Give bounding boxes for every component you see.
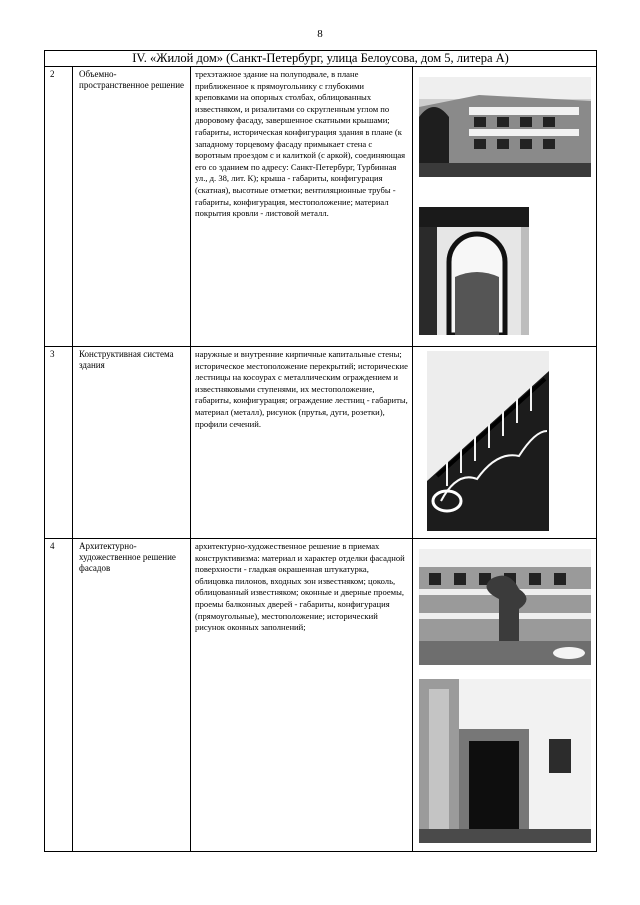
row-name: Объемно-пространственное решение	[73, 67, 191, 347]
row-description: архитектурно-художественное решение в приемах конструктивизма: материал и характер отделки фасадной поверхности - гладкая окрашенная штукатурка, облицовка пилонов, входных зон известняком; цоколь, облицованный известняком; оконные и дверные проемы, проемы балконных дверей - габариты, конфигурация (прямоугольные), местоположение; исторический рисунок оконных заполнений;	[191, 539, 413, 852]
row-description: трехэтажное здание на полуподвале, в плане приближенное к прямоугольнику с глубокими креповками на опорных столбах, облицованных известняком, и ризалитами со скругленным углом по дворовому фасаду, завершенное скатными крышами; габариты, историческая конфигурация здания в плане (к западному торцевому фасаду примыкает стена с воротным проездом с и калиткой (с аркой), соединяющая его со зданием по адресу: Санкт-Петербург, Турбинная ул., д. 38, лит. К); крыша - габариты, конфигурация (скатная), высотные отметки; вентиляционные трубы - габариты, конфигурация, местоположение; материал покрытия кровли - листовой металл.	[191, 67, 413, 347]
protected-features-table	[44, 50, 597, 852]
table-row	[45, 67, 597, 347]
page-number: 8	[317, 28, 323, 40]
row-photos	[413, 67, 597, 347]
row-description: наружные и внутренние кирпичные капитальные стены; историческое местоположение перекрытий; исторические лестницы на косоурах с металлическим ограждением и известняковыми ступенями, их местоположение, габариты, конфигурация; ограждение лестниц - габариты, материал (металл), рисунок (прутья, дуги, розетки), профили сечений.	[191, 347, 413, 539]
row-name: Архитектурно-художественное решение фасадов	[73, 539, 191, 852]
row-number: 4	[45, 539, 73, 852]
row-number: 2	[45, 67, 73, 347]
building-facade-photo	[419, 77, 591, 177]
table-row	[45, 539, 597, 852]
row-photos	[413, 539, 597, 852]
staircase-railing-photo	[427, 351, 549, 531]
entrance-portal-photo	[419, 679, 591, 843]
row-photos	[413, 347, 597, 539]
row-name: Конструктивная система здания	[73, 347, 191, 539]
arch-gate-photo	[419, 207, 529, 335]
street-facade-photo	[419, 549, 591, 665]
section-title: IV. «Жилой дом» (Санкт-Петербург, улица Белоусова, дом 5, литера А)	[45, 51, 597, 67]
row-number: 3	[45, 347, 73, 539]
table-row	[45, 347, 597, 539]
